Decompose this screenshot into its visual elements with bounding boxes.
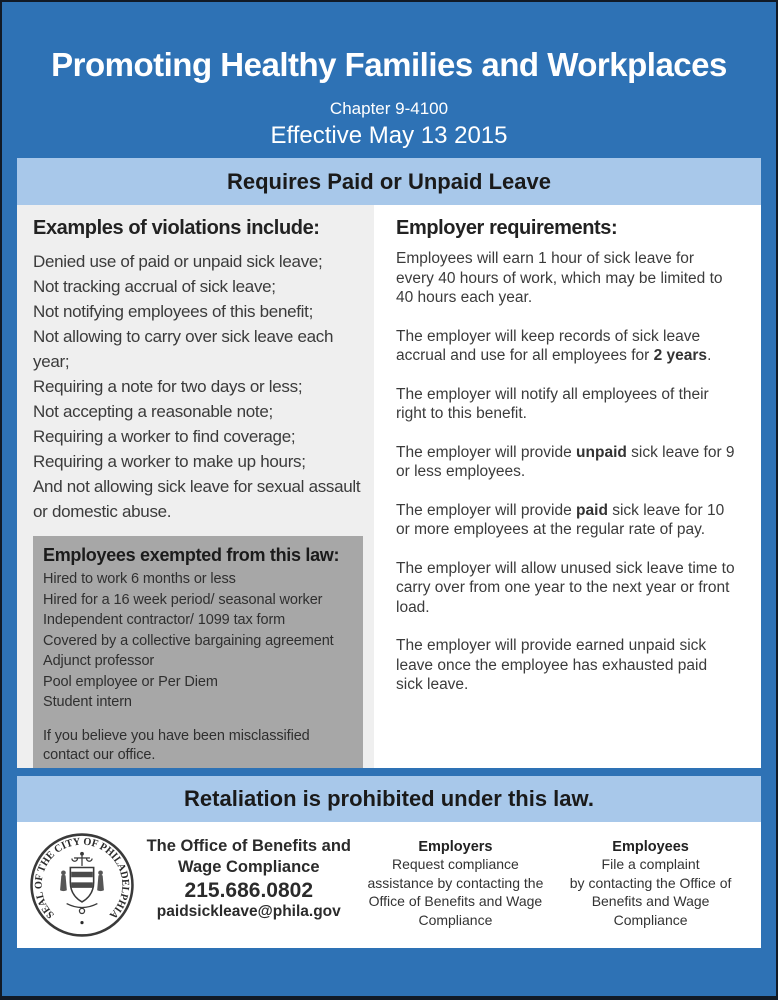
employers-line: Compliance — [418, 911, 493, 928]
employers-instructions — [361, 830, 550, 948]
violation-item: Requiring a worker to make up hours; — [33, 452, 306, 471]
exemptions-heading: Employees exempted from this law: — [43, 545, 340, 565]
employees-line: File a complaint — [601, 856, 700, 872]
office-phone: 215.686.0802 — [184, 879, 314, 902]
requires-leave-banner: Requires Paid or Unpaid Leave — [17, 158, 761, 205]
exemption-item: Hired for a 16 week period/ seasonal worker — [43, 591, 323, 608]
requirement-paragraph: The employer will notify all employees of their right to this benefit. — [396, 385, 709, 422]
exemption-item: Hired to work 6 months or less — [43, 571, 236, 587]
violation-item: Requiring a note for two days or less; — [33, 377, 303, 396]
employers-line: Office of Benefits and Wage — [368, 893, 543, 909]
effective-date: Effective May 13 2015 — [270, 122, 508, 149]
requirement-paragraph: Employees will earn 1 hour of sick leave for every 40 hours of work, which may be limited to 40 hours each year. — [396, 250, 723, 306]
page-title: Promoting Healthy Families and Workplaces — [51, 46, 727, 83]
retaliation-banner: Retaliation is prohibited under this law. — [17, 776, 761, 822]
requirement-paragraph: The employer will provide earned unpaid sick leave once the employee has exhausted paid sick leave. — [396, 637, 708, 693]
employees-line: by contacting the Office of — [569, 874, 732, 891]
violation-item: Not notifying employees of this benefit; — [33, 302, 313, 321]
requirement-paragraph: The employer will provide unpaid sick leave for 9 or less employees. — [396, 443, 735, 480]
employer-requirements-heading: Employer requirements: — [396, 217, 618, 239]
employees-line: Compliance — [613, 911, 688, 928]
footer — [17, 822, 761, 948]
office-name: The Office of Benefits and — [146, 837, 351, 855]
office-contact-block — [139, 830, 359, 948]
violations-column — [17, 205, 374, 768]
violation-item: Denied use of paid or unpaid sick leave; — [33, 252, 323, 271]
violation-item: Not accepting a reasonable note; — [33, 402, 273, 421]
employers-heading: Employers — [418, 839, 493, 855]
exemption-item: Independent contractor/ 1099 tax form — [43, 612, 286, 628]
employees-instructions — [550, 830, 751, 948]
violation-item: And not allowing sick leave for sexual assault or domestic abuse. — [33, 477, 361, 521]
violation-item: Requiring a worker to find coverage; — [33, 427, 296, 446]
seal-svg — [29, 832, 135, 938]
employees-heading: Employees — [612, 839, 689, 855]
misclassified-note: If you believe you have been misclassified contact our office. — [43, 727, 310, 763]
employees-line: Benefits and Wage — [591, 893, 710, 909]
employers-line: assistance by contacting the — [367, 874, 544, 891]
violation-item: Not tracking accrual of sick leave; — [33, 277, 276, 296]
exemption-item: Pool employee or Per Diem — [43, 673, 218, 690]
employer-requirements-column — [374, 205, 761, 768]
header — [2, 2, 776, 158]
requirement-paragraph: The employer will allow unused sick leave time to carry over from one year to the next year or front load. — [396, 559, 735, 616]
requirement-paragraph: The employer will keep records of sick leave accrual and use for all employees for 2 years. — [396, 327, 712, 364]
exemption-item: Adjunct professor — [43, 653, 155, 669]
exemptions-box — [33, 536, 363, 768]
office-name: Wage Compliance — [178, 858, 320, 876]
violation-item: Not allowing to carry over sick leave each year; — [33, 327, 334, 371]
office-email: paidsickleave@phila.gov — [156, 903, 341, 920]
seal-bottom-dot — [80, 921, 83, 924]
chapter-subtitle: Chapter 9-4100 — [329, 99, 449, 118]
employers-line: Request compliance — [391, 856, 519, 872]
seal-ring-text: SEAL OF THE CITY OF PHILADELPHIA — [33, 836, 131, 921]
exemption-item: Student intern — [43, 694, 132, 710]
content-columns — [17, 205, 761, 768]
philadelphia-seal-icon — [29, 830, 139, 948]
requirement-paragraph: The employer will provide paid sick leave for 10 or more employees at the regular rate of pay. — [396, 501, 725, 538]
violations-heading: Examples of violations include: — [33, 217, 320, 239]
exemption-item: Covered by a collective bargaining agreement — [43, 632, 334, 649]
